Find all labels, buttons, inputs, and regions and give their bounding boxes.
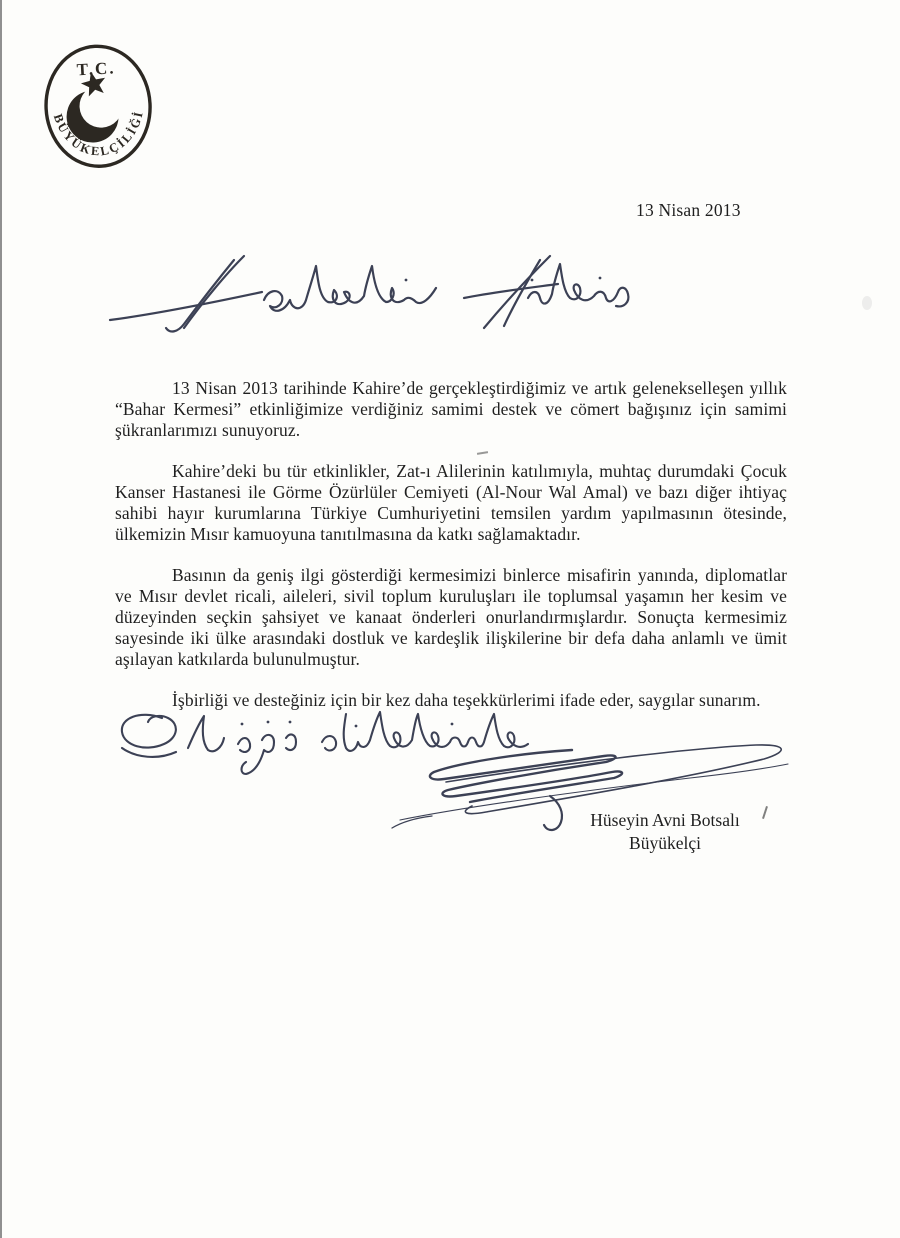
- paragraph-4: İşbirliği ve desteğiniz için bir kez daha teşekkürlerimi ifade eder, saygılar sunarım.: [172, 690, 761, 710]
- signer-title: Büyükelçi: [629, 833, 701, 853]
- signer-name: Hüseyin Avni Botsalı: [590, 810, 740, 830]
- handwritten-salutation: [96, 240, 636, 345]
- paragraph-3: Basının da geniş ilgi gösterdiği kermesimizi binlerce misafirin yanında, diplomatlar ve Mısır devlet ricali, aileleri, sivil toplum kuruluşları ile toplumsal yaşamın her kesim ve düzeyinden seçkin şahsiyet ve kanaat önderleri onurlandırmışlardır. Sonuçta kermesimiz sayesinde iki ülke arasındaki dostluk ve kardeşlik ilişkilerine bir defa daha anlamlı ve ümit aşılayan katkılarda bulunulmuştur.: [115, 565, 787, 669]
- letter-date: 13 Nisan 2013: [636, 200, 741, 220]
- embassy-seal: [38, 33, 167, 177]
- seal-bottom-text: BÜYÜKELÇİLİĞİ: [50, 108, 147, 159]
- signature-block: [560, 809, 770, 855]
- paragraph-2: Kahire’deki bu tür etkinlikler, Zat-ı Alilerinin katılımıyla, muhtaç durumdaki Çocuk Kanser Hastanesi ile Görme Özürlüler Cemiyeti (Al-Nour Wal Amal) ve bazı diğer ihtiyaç sahibi hayır kurumlarına Türkiye Cumhuriyetini temsilen yardım yapılmasının ötesinde, ülkemizin Mısır kamuoyuna tanıtılmasına da katkı sağlamaktadır.: [115, 461, 787, 544]
- letter-body: [115, 378, 787, 731]
- scan-edge-artifact: [0, 0, 2, 1238]
- scan-smudge-artifact: [862, 296, 872, 310]
- paragraph-1: 13 Nisan 2013 tarihinde Kahire’de gerçekleştirdiğimiz ve artık gelenekselleşen yıllık “Bahar Kermesi” etkinliğimize verdiğiniz samimi destek ve cömert bağışınız için samimi şükranlarımızı sunuyoruz.: [115, 378, 787, 440]
